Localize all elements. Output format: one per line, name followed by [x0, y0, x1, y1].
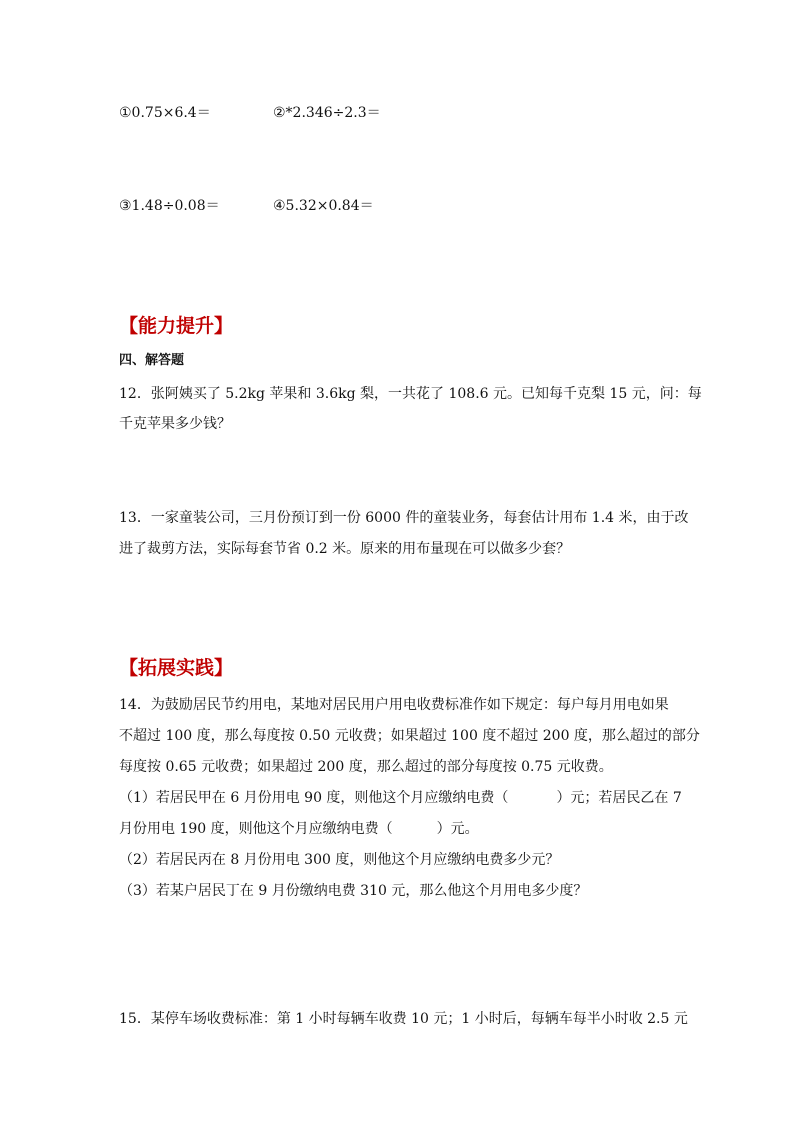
q14-line-2: 不超过 100 度，那么每度按 0.50 元收费；如果超过 100 度不超过 200 度，那么超过的部分 — [119, 728, 700, 744]
q13-line-1: 13．一家童装公司，三月份预订到一份 6000 件的童装业务，每套估计用布 1.4 米，由于改 — [119, 510, 689, 526]
q14-part-1-text-c: 月份用电 190 度，则他这个月应缴纳电费（ — [119, 821, 393, 837]
q12-line-1: 12．张阿姨买了 5.2kg 苹果和 3.6kg 梨，一共花了 108.6 元。已知每千克梨 15 元，问：每 — [119, 386, 702, 402]
q14-part-3: （3）若某户居民丁在 9 月份缴纳电费 310 元，那么他这个月用电多少度？ — [119, 883, 588, 899]
q14-part-1-line-2 — [119, 820, 479, 838]
q12-line-2: 千克苹果多少钱？ — [119, 416, 231, 432]
q14-part-1-line-1 — [119, 789, 682, 807]
calc-q2: ②*2.346÷2.3＝ — [273, 105, 381, 121]
calc-q4: ④5.32×0.84＝ — [273, 198, 374, 214]
calc-q3: ③1.48÷0.08＝ — [119, 198, 220, 214]
q14-part-1-text-b: ）元；若居民乙在 7 — [556, 790, 682, 806]
section-title-practice: 【拓展实践】 — [119, 657, 234, 679]
q15-line-1: 15．某停车场收费标准：第 1 小时每辆车收费 10 元；1 小时后，每辆车每半小时收 2.5 元 — [119, 1011, 688, 1027]
q14-part-1-text-a: （1）若居民甲在 6 月份用电 90 度，则他这个月应缴纳电费（ — [119, 790, 509, 806]
q13-line-2: 进了裁剪方法，实际每套节省 0.2 米。原来的用布量现在可以做多少套？ — [119, 541, 571, 557]
section-title-ability: 【能力提升】 — [119, 315, 234, 337]
section-subhead: 四、解答题 — [119, 353, 185, 368]
q14-part-2: （2）若居民丙在 8 月份用电 300 度，则他这个月应缴纳电费多少元？ — [119, 852, 560, 868]
q14-line-3: 每度按 0.65 元收费；如果超过 200 度，那么超过的部分每度按 0.75 元收费。 — [119, 759, 613, 775]
q14-part-1-text-d: ）元。 — [436, 821, 479, 837]
q14-line-1: 14．为鼓励居民节约用电，某地对居民用户用电收费标准作如下规定：每户每月用电如果 — [119, 697, 669, 713]
calc-q1: ①0.75×6.4＝ — [119, 105, 211, 121]
